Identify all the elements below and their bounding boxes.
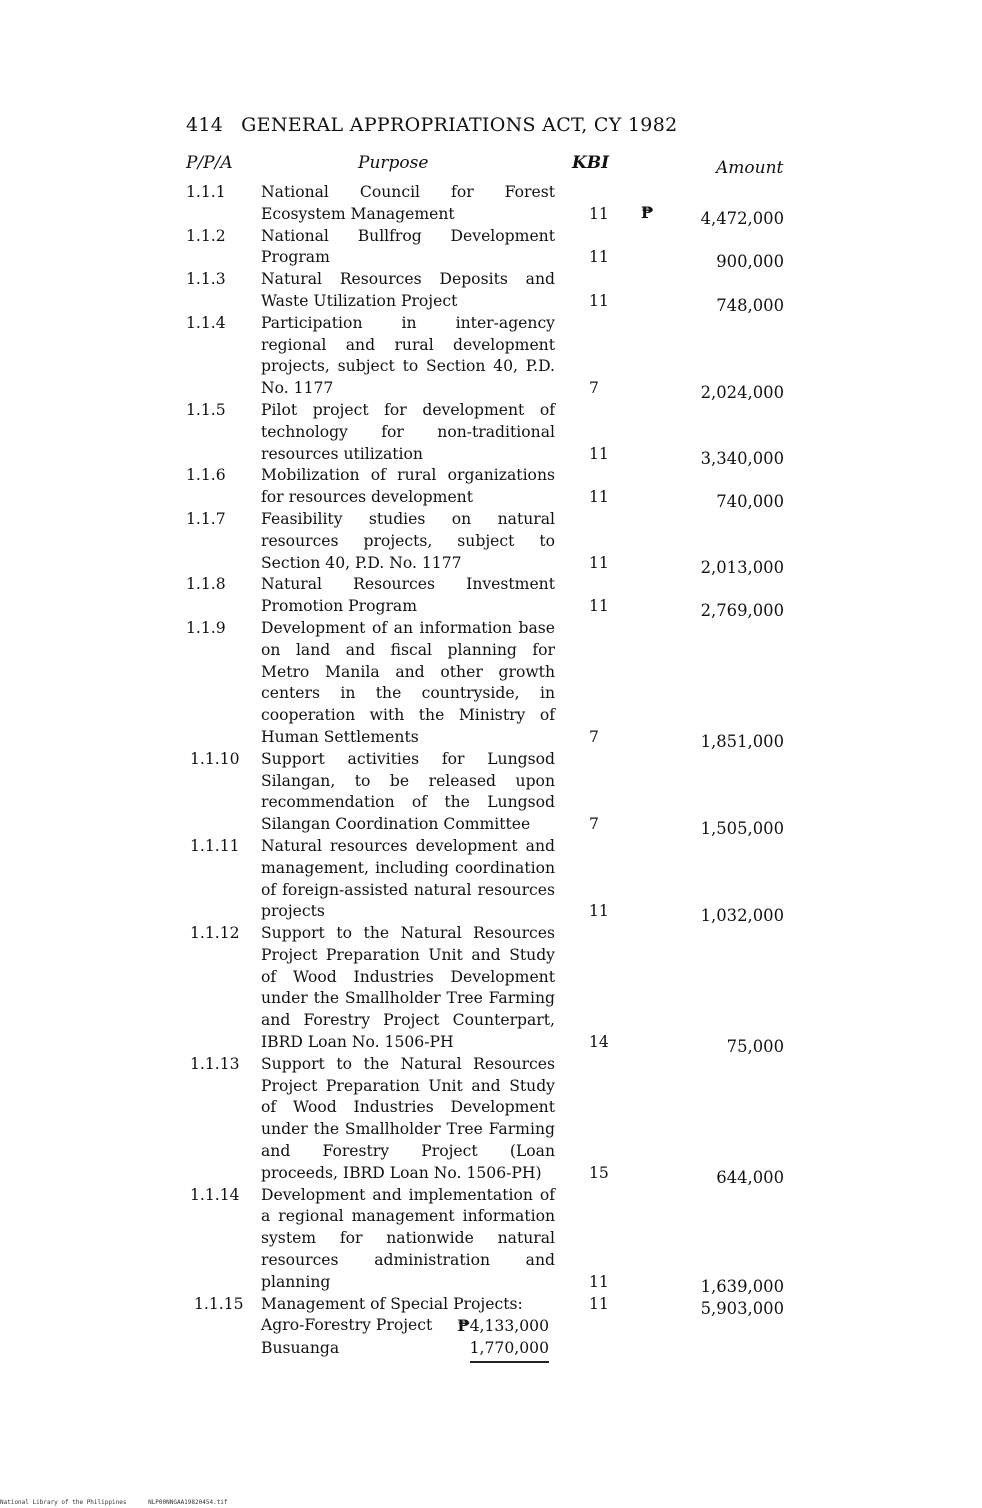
entry-purpose: Management of Special Projects: bbox=[261, 1294, 523, 1313]
appropriations-table bbox=[186, 182, 806, 1363]
entry-figure-line bbox=[559, 487, 806, 512]
entry-kbi: 11 bbox=[589, 488, 609, 507]
table-row bbox=[186, 1185, 806, 1294]
entry-figures bbox=[559, 269, 806, 313]
table-row bbox=[186, 749, 806, 839]
entry-kbi: 11 bbox=[589, 902, 609, 921]
entry-figure-line bbox=[559, 814, 806, 839]
page-number: 414 bbox=[186, 114, 224, 136]
entry-amount: 1,505,000 bbox=[700, 819, 784, 839]
entry-figures bbox=[559, 509, 806, 577]
entry-figures bbox=[559, 226, 806, 270]
entry-figure-line bbox=[559, 1163, 806, 1185]
table-row bbox=[186, 509, 806, 577]
table-row bbox=[186, 836, 806, 926]
entry-figure-line bbox=[559, 901, 806, 926]
entry-purpose-cell bbox=[261, 1294, 559, 1363]
entry-purpose: Feasibility studies on natural resources projects, subject to Section 40, P.D. No. 1177 bbox=[261, 509, 555, 572]
entry-figures bbox=[559, 182, 806, 226]
entry-purpose: Natural resources development and management, including coordination of foreign-assisted natural resources projects bbox=[261, 836, 555, 921]
column-header-amount: Amount bbox=[716, 158, 784, 178]
sub-item-row bbox=[261, 1315, 555, 1338]
entry-kbi: 7 bbox=[589, 379, 599, 398]
entry-figures bbox=[559, 313, 806, 403]
table-row bbox=[186, 226, 806, 270]
table-row bbox=[186, 1294, 806, 1363]
entry-kbi: 11 bbox=[589, 1294, 609, 1313]
table-row bbox=[186, 618, 806, 749]
entry-figures bbox=[559, 400, 806, 468]
table-row bbox=[186, 923, 806, 1057]
entry-amount: 4,472,000 bbox=[700, 208, 784, 228]
entry-purpose: National Council for Forest Ecosystem Management bbox=[261, 183, 555, 223]
entry-figure-line bbox=[559, 291, 806, 313]
entry-code: 1.1.2 bbox=[186, 226, 226, 245]
entry-figures bbox=[559, 749, 806, 839]
entry-amount: 644,000 bbox=[716, 1167, 784, 1187]
footer-file: NLP00NNGAA19820454.tif bbox=[148, 1499, 228, 1506]
entry-figure-line bbox=[559, 596, 806, 621]
entry-code: 1.1.15 bbox=[194, 1294, 244, 1313]
page-title: GENERAL APPROPRIATIONS ACT, CY 1982 bbox=[241, 114, 678, 136]
entry-purpose: Support to the Natural Resources Project Preparation Unit and Study of Wood Industries Development under the Smallholder Tree Farming and Forestry Project (Loan proceeds, IBRD Loan No. 1506-PH) bbox=[261, 1054, 555, 1182]
entry-figure-line bbox=[559, 247, 806, 272]
entry-purpose: Development of an information base on land and fiscal planning for Metro Manila and other growth centers in the countryside, in cooperation with the Ministry of Human Settlements bbox=[261, 618, 555, 746]
entry-purpose: Natural Resources Investment Promotion Program bbox=[261, 575, 555, 616]
page-header bbox=[186, 114, 677, 136]
entry-amount: 1,639,000 bbox=[700, 1276, 784, 1296]
entry-code: 1.1.12 bbox=[190, 924, 240, 943]
entry-purpose: National Bullfrog Development Program bbox=[261, 226, 555, 267]
entry-figure-line bbox=[559, 1294, 806, 1316]
column-header-ppa: P/P/A bbox=[186, 153, 233, 173]
entry-figures bbox=[559, 923, 806, 1057]
entry-figures bbox=[559, 1054, 806, 1185]
entry-figure-line bbox=[559, 1272, 806, 1294]
table-row bbox=[186, 269, 806, 313]
entry-amount: 3,340,000 bbox=[700, 448, 784, 468]
table-row bbox=[186, 182, 806, 226]
column-header-purpose: Purpose bbox=[358, 153, 429, 173]
entry-amount: 2,013,000 bbox=[700, 557, 784, 577]
peso-sign: ₱ bbox=[641, 202, 654, 222]
entry-figures bbox=[559, 465, 806, 512]
table-row bbox=[186, 313, 806, 403]
entry-amount: 1,032,000 bbox=[700, 906, 784, 926]
entry-code: 1.1.3 bbox=[186, 270, 226, 289]
table-row bbox=[186, 574, 806, 621]
entry-figures bbox=[559, 1294, 806, 1363]
entry-figure-line bbox=[559, 378, 806, 403]
entry-amount: 75,000 bbox=[726, 1037, 784, 1057]
entry-figure-line bbox=[559, 204, 806, 226]
sub-item-value: 1,770,000 bbox=[469, 1339, 549, 1358]
entry-kbi: 11 bbox=[589, 597, 609, 616]
entry-figures bbox=[559, 836, 806, 926]
table-row bbox=[186, 465, 806, 512]
entry-purpose: Support to the Natural Resources Project Preparation Unit and Study of Wood Industries Development under the Smallholder Tree Farming and Forestry Project Counterpart, IBRD Loan No. 1506-PH bbox=[261, 924, 555, 1052]
entry-purpose: Support activities for Lungsod Silangan, to be released upon recommendation of the Lungsod Silangan Coordination Committee bbox=[261, 749, 555, 834]
entry-amount: 1,851,000 bbox=[700, 731, 784, 751]
entry-figures bbox=[559, 618, 806, 749]
table-row bbox=[186, 1054, 806, 1185]
entry-figure-line bbox=[559, 444, 806, 466]
entry-amount: 2,769,000 bbox=[700, 601, 784, 621]
entry-code: 1.1.9 bbox=[186, 618, 226, 637]
entry-figure-line bbox=[559, 553, 806, 575]
entry-amount: 5,903,000 bbox=[700, 1298, 784, 1318]
entry-amount: 748,000 bbox=[716, 295, 784, 315]
entry-kbi: 14 bbox=[589, 1033, 609, 1052]
entry-kbi: 11 bbox=[589, 444, 609, 463]
entry-purpose: Natural Resources Deposits and Waste Utilization Project bbox=[261, 270, 555, 310]
entry-figure-line bbox=[559, 727, 806, 749]
column-header-kbi: KBI bbox=[572, 153, 610, 173]
entry-code: 1.1.8 bbox=[186, 575, 226, 594]
entry-kbi: 11 bbox=[589, 248, 609, 267]
sub-item-row bbox=[261, 1338, 555, 1363]
entry-figure-line bbox=[559, 1032, 806, 1057]
entry-code: 1.1.14 bbox=[190, 1185, 240, 1204]
entry-kbi: 11 bbox=[589, 553, 609, 572]
entry-kbi: 7 bbox=[589, 727, 599, 746]
table-row bbox=[186, 400, 806, 468]
entry-purpose: Mobilization of rural organizations for resources development bbox=[261, 466, 555, 507]
entry-amount: 2,024,000 bbox=[700, 383, 784, 403]
entry-code: 1.1.11 bbox=[190, 836, 240, 855]
sub-item-value-wrap bbox=[457, 1315, 549, 1338]
entry-kbi: 11 bbox=[589, 291, 609, 310]
sub-item-label: Busuanga bbox=[261, 1339, 340, 1358]
entry-purpose: Participation in inter-agency regional and rural development projects, subject to Section 40, P.D. No. 1177 bbox=[261, 313, 555, 398]
entry-purpose: Pilot project for development of technology for non-traditional resources utilization bbox=[261, 400, 555, 463]
entry-code: 1.1.5 bbox=[186, 400, 226, 419]
entry-code: 1.1.13 bbox=[190, 1054, 240, 1073]
entry-amount: 900,000 bbox=[716, 252, 784, 272]
entry-purpose: Development and implementation of a regional management information system for nationwide natural resources administration and planning bbox=[261, 1185, 555, 1291]
sub-item-value-wrap bbox=[470, 1338, 549, 1363]
entry-kbi: 15 bbox=[589, 1163, 609, 1182]
scan-footer bbox=[0, 1499, 246, 1506]
footer-library: National Library of the Philippines bbox=[0, 1499, 127, 1506]
entry-code: 1.1.7 bbox=[186, 509, 226, 528]
sub-item-value: 4,133,000 bbox=[469, 1317, 549, 1336]
sub-item-label: Agro-Forestry Project bbox=[261, 1316, 433, 1335]
entry-kbi: 7 bbox=[589, 815, 599, 834]
entry-amount: 740,000 bbox=[716, 492, 784, 512]
entry-kbi: 11 bbox=[589, 204, 609, 223]
entry-figures bbox=[559, 574, 806, 621]
entry-code: 1.1.6 bbox=[186, 466, 226, 485]
entry-code: 1.1.1 bbox=[186, 183, 226, 201]
entry-code: 1.1.4 bbox=[186, 313, 226, 332]
peso-sign: ₱ bbox=[457, 1316, 470, 1336]
entry-figures bbox=[559, 1185, 806, 1294]
entry-kbi: 11 bbox=[589, 1272, 609, 1291]
entry-code: 1.1.10 bbox=[190, 749, 240, 768]
